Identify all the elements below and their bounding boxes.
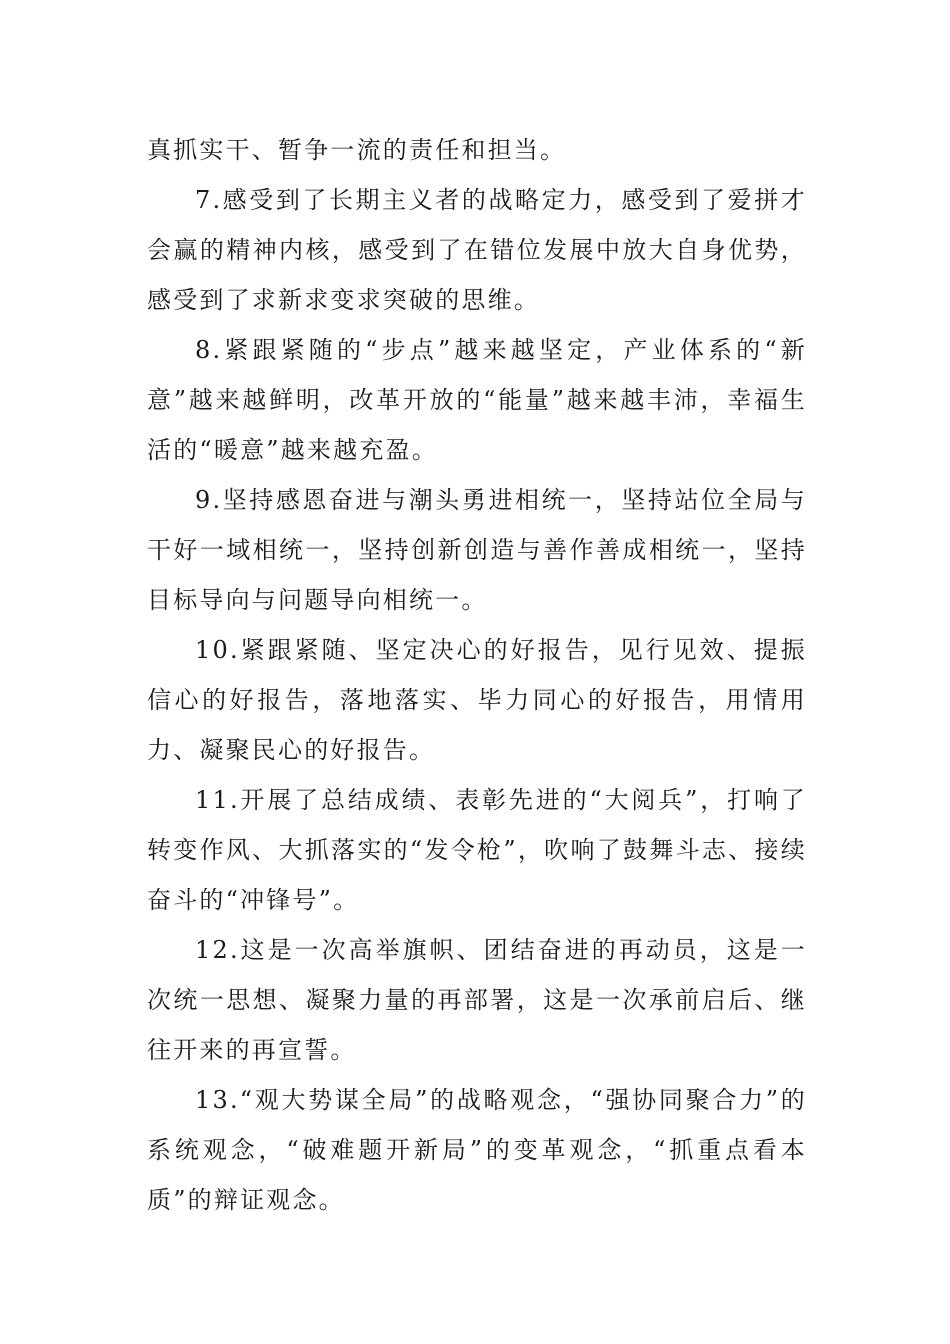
paragraph-item-7: 7.感受到了长期主义者的战略定力，感受到了爱拼才会赢的精神内核，感受到了在错位发展中放大自身优势，感受到了求新求变求突破的思维。 xyxy=(147,186,807,314)
paragraph-item-9: 9.坚持感恩奋进与潮头勇进相统一，坚持站位全局与干好一域相统一，坚持创新创造与善作善成相统一，坚持目标导向与问题导向相统一。 xyxy=(147,486,807,614)
paragraph-item-10: 10.紧跟紧随、坚定决心的好报告，见行见效、提振信心的好报告，落地落实、毕力同心的好报告，用情用力、凝聚民心的好报告。 xyxy=(147,636,807,764)
paragraph-item-11: 11.开展了总结成绩、表彰先进的“大阅兵”，打响了转变作风、大抓落实的“发令枪”，吹响了鼓舞斗志、接续奋斗的“冲锋号”。 xyxy=(147,786,807,914)
paragraph-continuation: 真抓实干、暂争一流的责任和担当。 xyxy=(147,136,567,164)
paragraph-item-12: 12.这是一次高举旗帜、团结奋进的再动员，这是一次统一思想、凝聚力量的再部署，这是一次承前启后、继往开来的再宣誓。 xyxy=(147,936,807,1064)
paragraph-item-13: 13.“观大势谋全局”的战略观念，“强协同聚合力”的系统观念，“破难题开新局”的变革观念，“抓重点看本质”的辩证观念。 xyxy=(147,1086,807,1214)
document-body xyxy=(147,125,807,1225)
paragraph-item-8: 8.紧跟紧随的“步点”越来越坚定，产业体系的“新意”越来越鲜明，改革开放的“能量”越来越丰沛，幸福生活的“暖意”越来越充盈。 xyxy=(147,336,807,464)
